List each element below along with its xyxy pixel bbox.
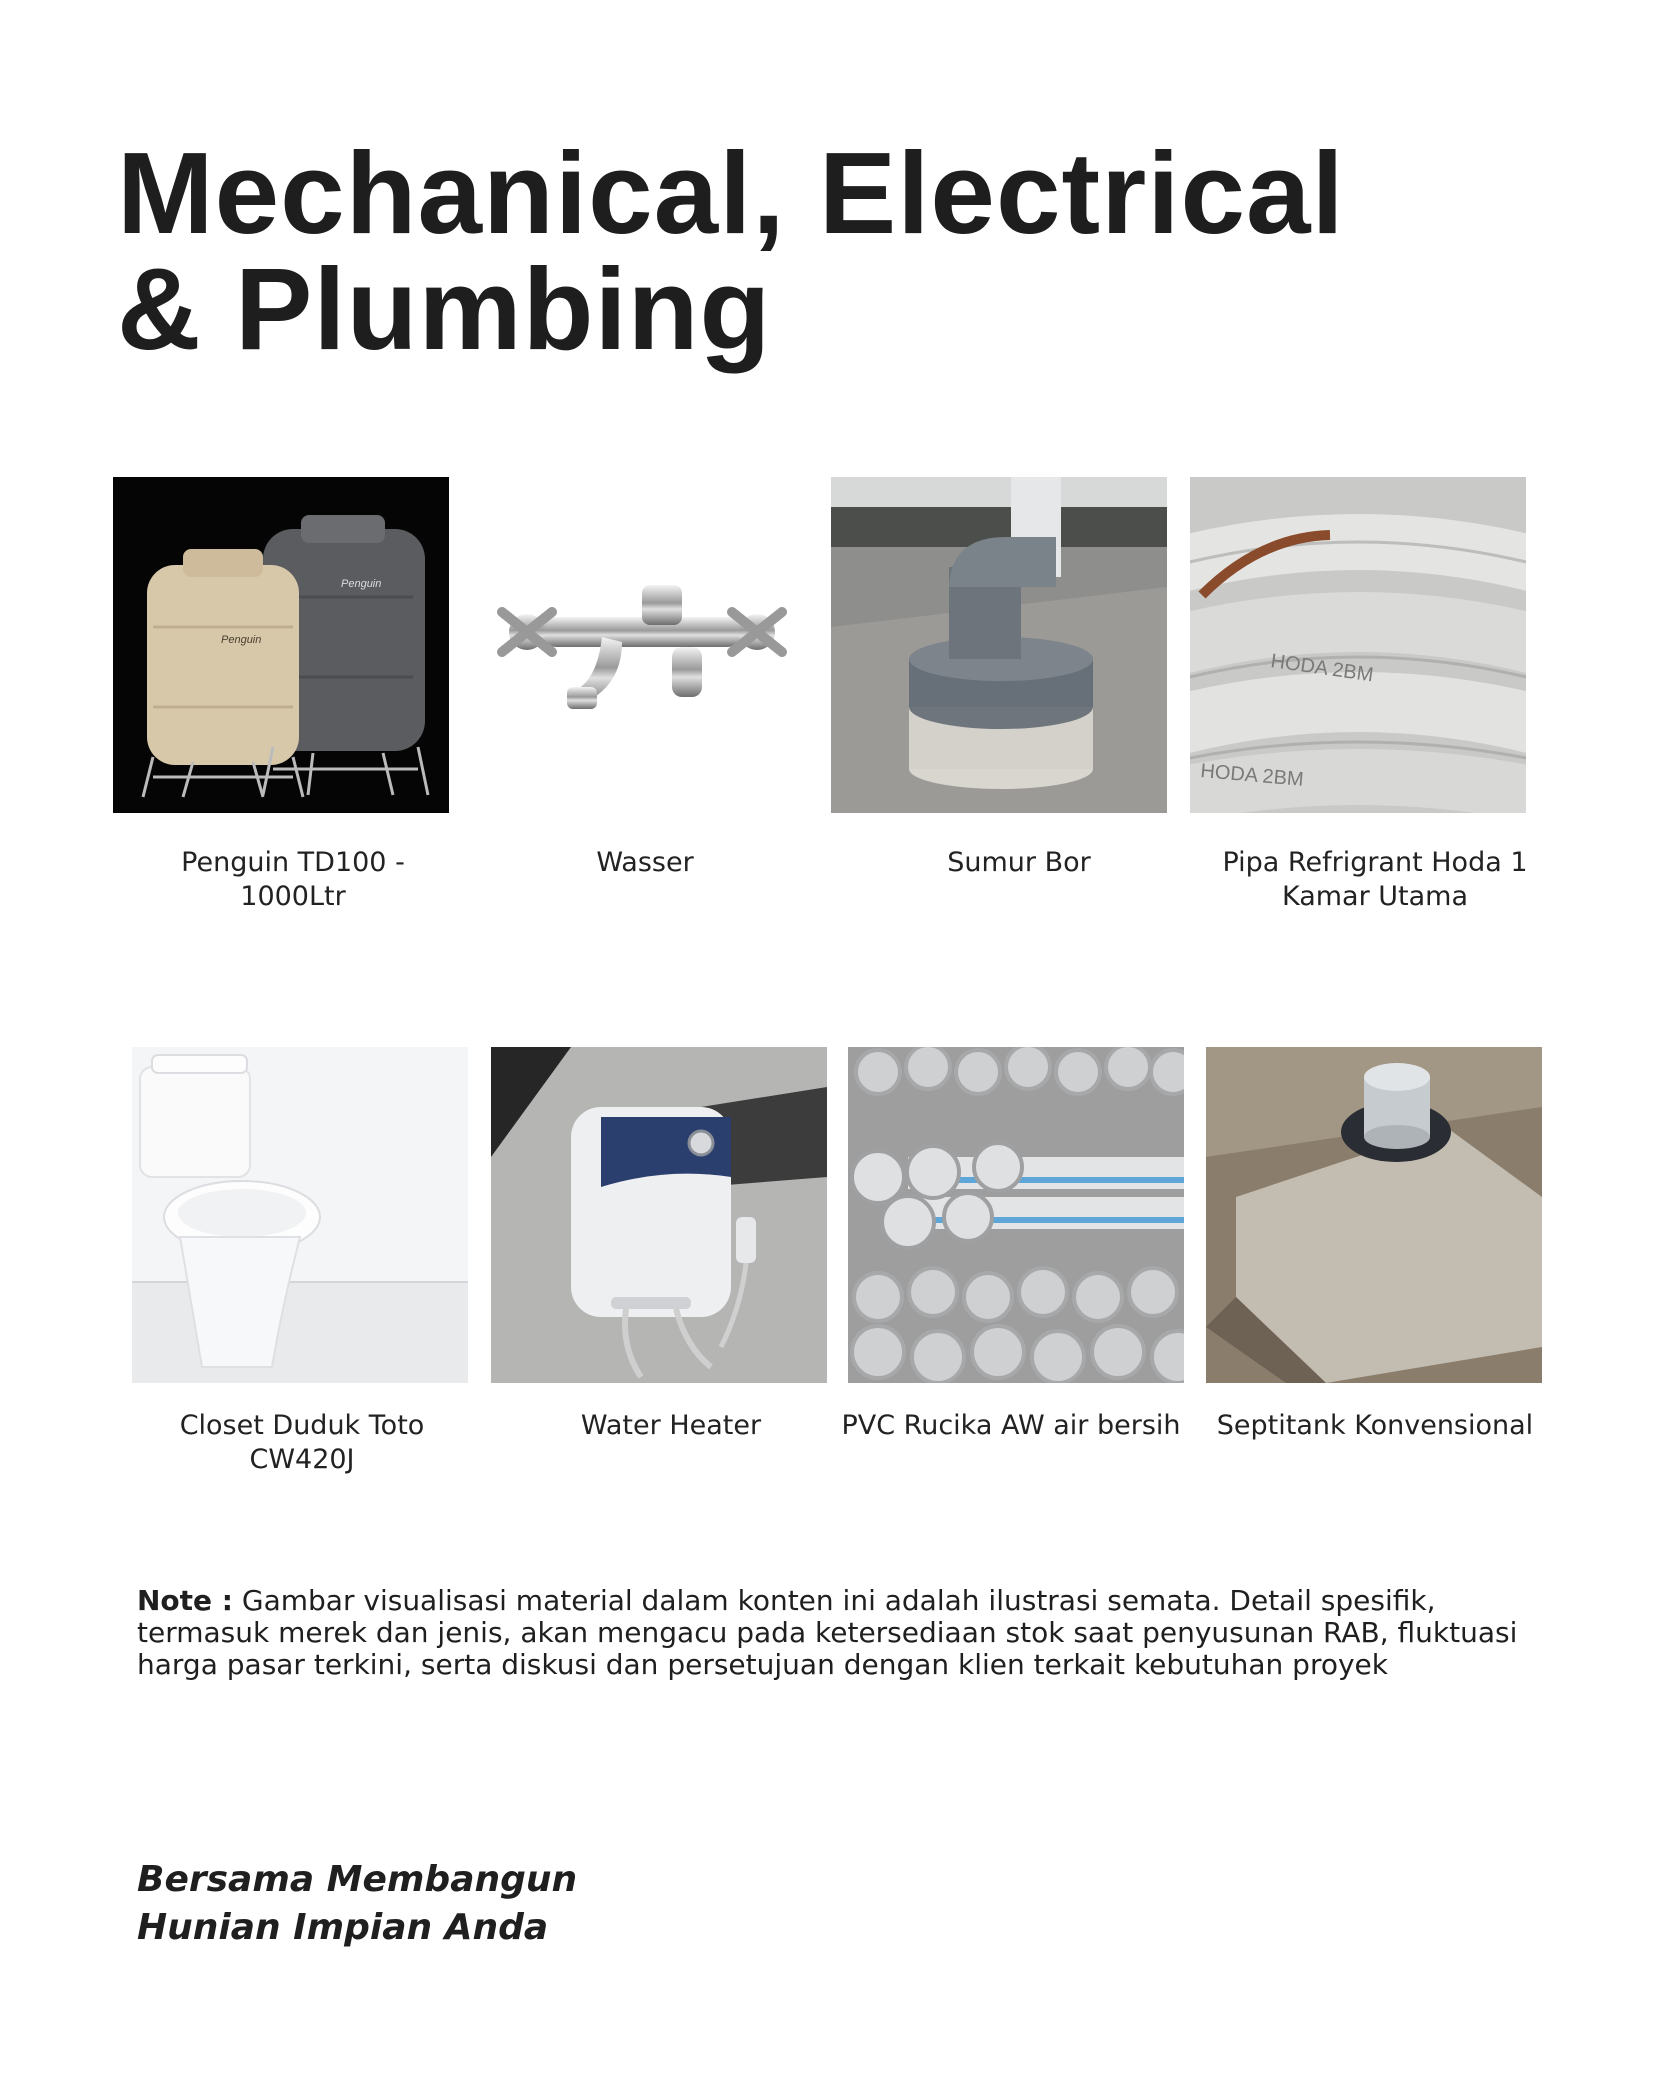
pvc-pipes-image: [848, 1047, 1184, 1383]
caption-bore-well: Sumur Bor: [947, 847, 1091, 878]
disclaimer-note: [137, 1585, 1537, 1681]
svg-text:Penguin: Penguin: [341, 578, 382, 590]
water-tank-image: [113, 477, 449, 813]
tagline-line-2: Hunian Impian Anda: [137, 1907, 549, 1948]
title-line-2: & Plumbing: [117, 244, 772, 374]
toilet-image: [132, 1047, 468, 1383]
septic-tank-image: [1206, 1047, 1542, 1383]
refrigerant-pipe-image: [1190, 477, 1526, 813]
caption-refrigerant-pipe: Pipa Refrigrant Hoda 1 Kamar Utama: [1222, 847, 1528, 912]
caption-water-heater: Water Heater: [580, 1410, 762, 1441]
svg-text:HODA 2BM: HODA 2BM: [1199, 760, 1305, 791]
caption-water-tank: Penguin TD100 - 1000Ltr: [181, 847, 405, 912]
tagline-line-1: Bersama Membangun: [137, 1859, 578, 1900]
faucet-image: [472, 477, 808, 813]
bore-well-image: [831, 477, 1167, 813]
note-label: Note :: [137, 1584, 233, 1617]
caption-pvc-pipes: PVC Rucika AW air bersih: [841, 1410, 1181, 1441]
svg-text:HODA 2BM: HODA 2BM: [1269, 650, 1375, 687]
caption-faucet: Wasser: [596, 847, 694, 878]
page-title: [117, 128, 1537, 374]
title-line-1: Mechanical, Electrical: [117, 128, 1345, 258]
tagline: [137, 1856, 577, 1952]
water-heater-image: [491, 1047, 827, 1383]
caption-septic-tank: Septitank Konvensional: [1216, 1410, 1534, 1441]
caption-toilet: Closet Duduk Toto CW420J: [179, 1410, 425, 1475]
svg-text:Penguin: Penguin: [221, 634, 262, 646]
note-text: Gambar visualisasi material dalam konten ini adalah ilustrasi semata. Detail spesifik, termasuk merek dan jenis, akan mengacu pada ketersediaan stok saat penyusunan RAB, fluktuasi harga pasar terkini, serta diskusi dan persetujuan dengan klien terkait kebutuhan proyek: [137, 1584, 1518, 1681]
